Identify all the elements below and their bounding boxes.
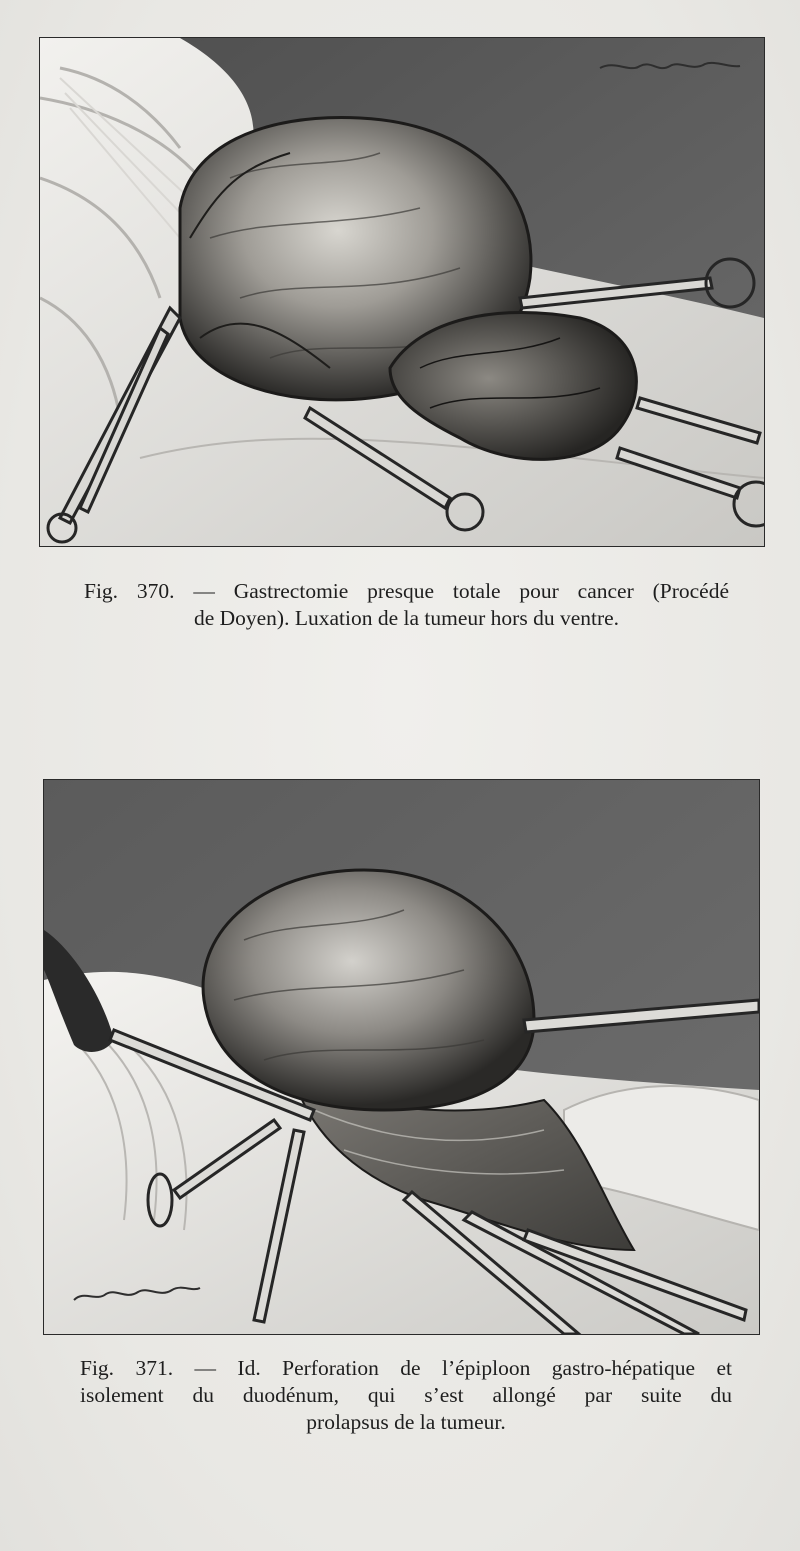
figure-371-illustration bbox=[44, 780, 759, 1334]
figure-370-illustration bbox=[40, 38, 764, 546]
figure-370-caption bbox=[84, 578, 729, 632]
figure-371-caption bbox=[80, 1355, 732, 1436]
caption-line: prolapsus de la tumeur. bbox=[306, 1410, 506, 1434]
figure-370-drawing bbox=[40, 38, 764, 546]
caption-line: de Doyen). Luxation de la tumeur hors du ventre. bbox=[193, 606, 620, 630]
caption-line: Fig. 370. — Gastrectomie presque totale pour cancer (Procédé bbox=[84, 579, 729, 603]
caption-line: isolement du duodénum, qui s’est allongé par suite du bbox=[80, 1383, 732, 1407]
figure-371-drawing bbox=[44, 780, 759, 1334]
caption-line: Fig. 371. — Id. Perforation de l’épiploon gastro-hépatique et bbox=[80, 1356, 732, 1380]
